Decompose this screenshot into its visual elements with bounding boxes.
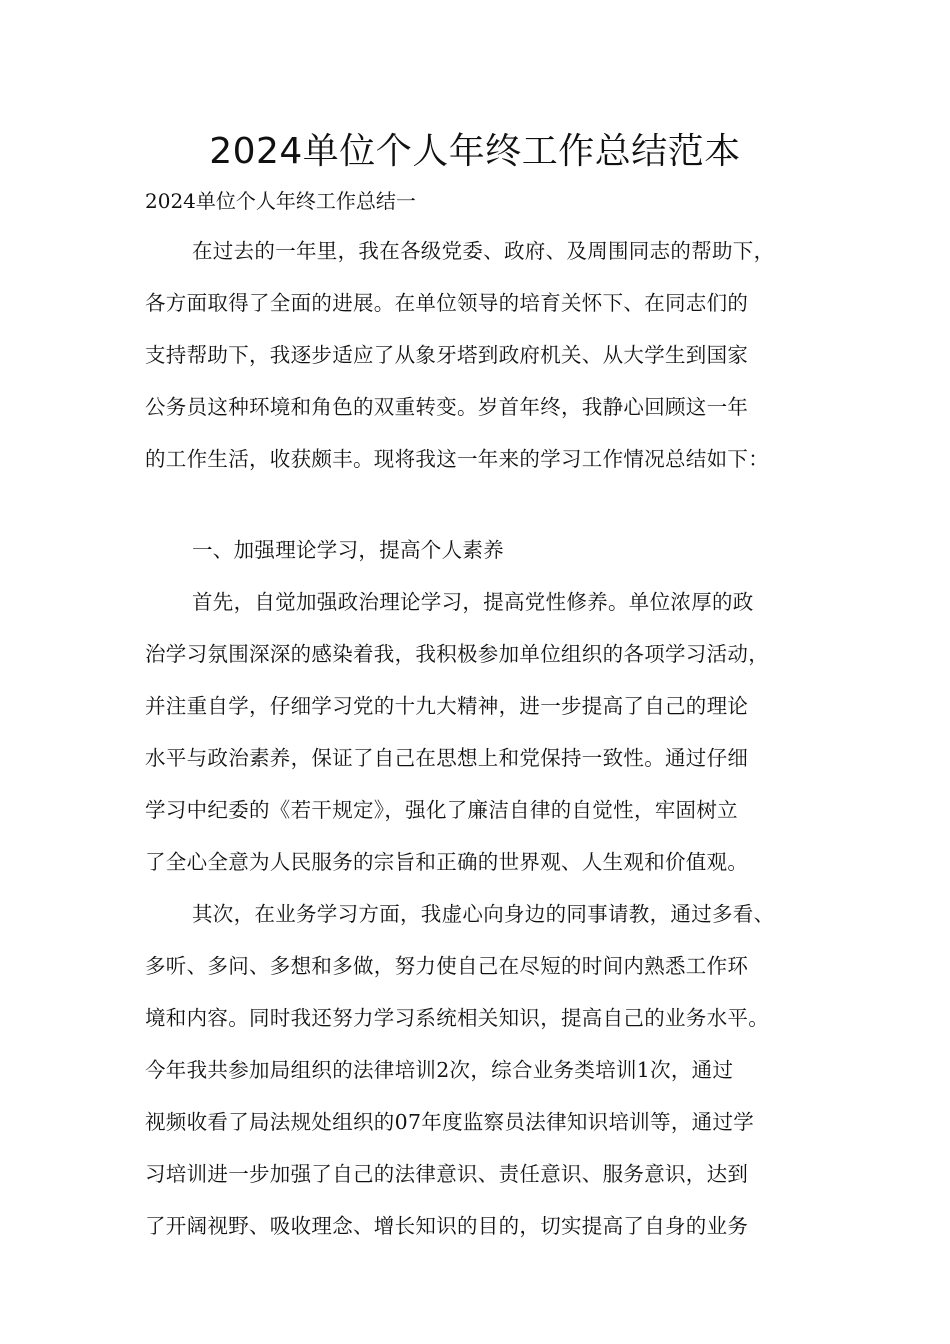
text-line: 并注重自学，仔细学习党的十九大精神，进一步提高了自己的理论 [145,694,749,718]
text-line: 视频收看了局法规处组织的07年度监察员法律知识培训等，通过学 [145,1110,755,1134]
text-line: 其次，在业务学习方面，我虚心向身边的同事请教，通过多看、 [192,902,775,926]
text-line: 首先，自觉加强政治理论学习，提高党性修养。单位浓厚的政 [192,590,754,614]
text-line: 境和内容。同时我还努力学习系统相关知识，提高自己的业务水平。 [145,1006,769,1030]
document-subtitle: 2024单位个人年终工作总结一 [145,189,416,213]
text-line: 今年我共参加局组织的法律培训2次，综合业务类培训1次，通过 [145,1058,734,1082]
text-line: 习培训进一步加强了自己的法律意识、责任意识、服务意识，达到 [145,1162,749,1186]
section-heading: 一、加强理论学习，提高个人素养 [192,538,504,562]
text-line: 多听、多问、多想和多做，努力使自己在尽短的时间内熟悉工作环 [145,954,749,978]
text-line: 了开阔视野、吸收理念、增长知识的目的，切实提高了自身的业务 [145,1214,749,1238]
text-line: 了全心全意为人民服务的宗旨和正确的世界观、人生观和价值观。 [145,850,749,874]
text-line: 公务员这种环境和角色的双重转变。岁首年终，我静心回顾这一年 [145,395,749,419]
text-line: 治学习氛围深深的感染着我，我积极参加单位组织的各项学习活动， [145,642,769,666]
text-line: 的工作生活，收获颇丰。现将我这一年来的学习工作情况总结如下： [145,447,769,471]
text-line: 水平与政治素养，保证了自己在思想上和党保持一致性。通过仔细 [145,746,749,770]
text-line: 学习中纪委的《若干规定》，强化了廉洁自律的自觉性，牢固树立 [145,798,738,822]
text-line: 支持帮助下，我逐步适应了从象牙塔到政府机关、从大学生到国家 [145,343,749,367]
text-line: 在过去的一年里，我在各级党委、政府、及周围同志的帮助下， [192,239,775,263]
text-line: 各方面取得了全面的进展。在单位领导的培育关怀下、在同志们的 [145,291,749,315]
document-title: 2024单位个人年终工作总结范本 [209,131,741,172]
